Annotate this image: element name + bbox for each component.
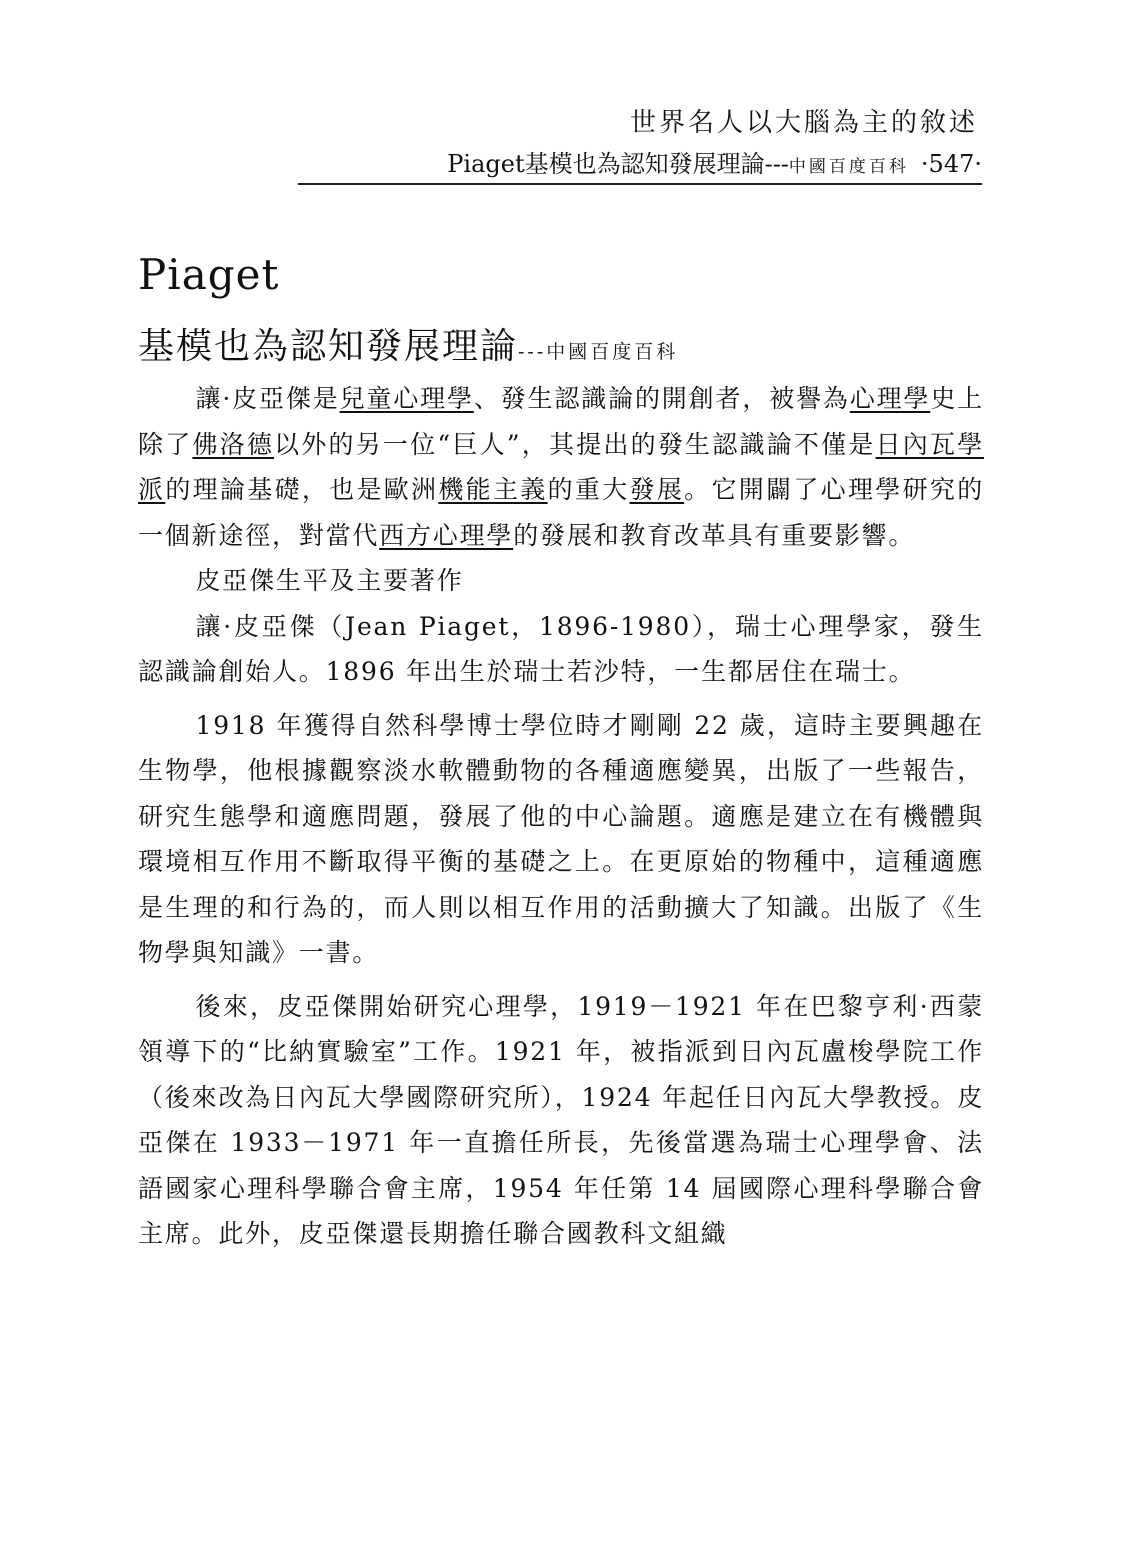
title-text: 基模也為認知發展理論 xyxy=(138,326,519,367)
link-western-psychology[interactable]: 西方心理學 xyxy=(379,520,514,550)
text-run: 以外的另一位“巨人”，其提出的發生認識論不僅是 xyxy=(274,429,876,459)
text-run: 的發展和教育改革具有重要影響。 xyxy=(513,520,916,550)
link-child-psychology[interactable]: 兒童心理學 xyxy=(339,384,474,413)
text-run: 。它開闢了心理學研究的一個新途徑，對當代 xyxy=(138,475,985,550)
link-psychology[interactable]: 心理學 xyxy=(849,384,931,413)
link-functionalism[interactable]: 機能主義 xyxy=(438,475,548,504)
text-run: 的重大 xyxy=(547,475,630,504)
link-freud[interactable]: 佛洛德 xyxy=(192,429,275,459)
running-header-title: 世界名人以大腦為主的敘述 xyxy=(629,108,978,138)
paragraph-biography: 讓·皮亞傑（Jean Piaget，1896-1980），瑞士心理學家，發生認識論創始人。1896 年出生於瑞士若沙特，一生都居住在瑞士。 xyxy=(138,611,984,686)
page-title-chinese xyxy=(138,318,678,369)
text-run: 讓·皮亞傑是 xyxy=(195,384,340,413)
running-header-subtitle xyxy=(298,144,982,185)
link-geneva-school[interactable]: 日內瓦學派 xyxy=(138,429,985,504)
page-number: ·547· xyxy=(920,150,982,178)
text-run: 的理論基礎，也是歐洲 xyxy=(165,475,439,504)
title-dashes: --- xyxy=(518,341,547,363)
paragraph-intro xyxy=(138,376,984,558)
header-source: 中國百度百科 xyxy=(788,157,909,177)
article-body xyxy=(138,376,984,1257)
paragraph-later-career: 後來，皮亞傑開始研究心理學，1919－1921 年在巴黎亨利·西蒙領導下的“比納實驗室”工作。1921 年，被指派到日內瓦盧梭學院工作（後來改為日內瓦大學國際研究所），1924 年起任日內瓦大學教授。皮亞傑在 1933－1971 年一直擔任所長，先後當選為瑞士心理學會、法語國家心理科學聯合會主席，1954 年任第 14 屆國際心理科學聯合會主席。此外，皮亞傑還長期擔任聯合國教科文組織 xyxy=(138,991,984,1248)
text-run: 、發生認識論的開創者，被譽為 xyxy=(473,384,850,413)
header-main: Piaget基模也為認知發展理論--- xyxy=(447,150,789,178)
text-run: 史上除了 xyxy=(138,384,984,459)
section-heading-biography: 皮亞傑生平及主要著作 xyxy=(195,566,464,595)
page-title-english: Piaget xyxy=(138,250,280,299)
link-development[interactable]: 發展 xyxy=(629,475,685,504)
title-source: 中國百度百科 xyxy=(546,341,679,363)
paragraph-early-career: 1918 年獲得自然科學博士學位時才剛剛 22 歲，這時主要興趣在生物學，他根據觀察淡水軟體動物的各種適應變異，出版了一些報告，研究生態學和適應問題，發展了他的中心論題。適應是建立在有機體與環境相互作用不斷取得平衡的基礎之上。在更原始的物種中，這種適應是生理的和行為的，而人則以相互作用的活動擴大了知識。出版了《生物學與知識》一書。 xyxy=(138,710,984,967)
